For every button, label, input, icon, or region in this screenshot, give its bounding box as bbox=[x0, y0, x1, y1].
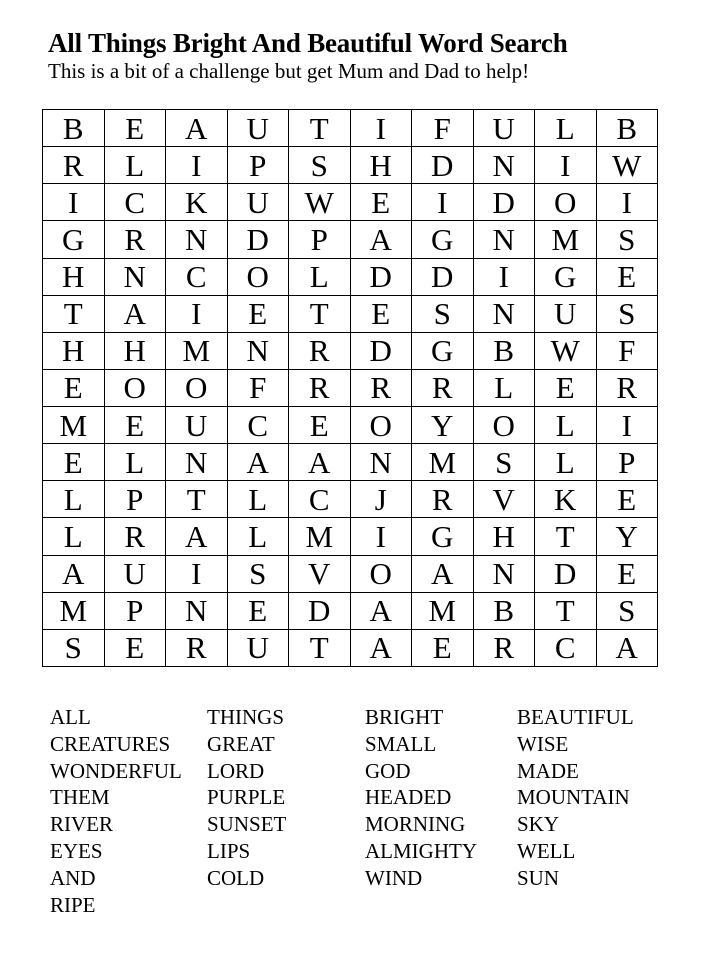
grid-cell: P bbox=[104, 592, 166, 629]
grid-cell: S bbox=[596, 295, 658, 332]
grid-cell: I bbox=[535, 147, 597, 184]
grid-cell: J bbox=[350, 481, 412, 518]
grid-cell: C bbox=[166, 258, 228, 295]
grid-cell: N bbox=[104, 258, 166, 295]
grid-cell: I bbox=[350, 110, 412, 147]
grid-cell: T bbox=[535, 518, 597, 555]
grid-cell: P bbox=[596, 444, 658, 481]
grid-cell: P bbox=[227, 147, 289, 184]
grid-cell: E bbox=[535, 369, 597, 406]
grid-cell: T bbox=[289, 629, 351, 666]
word-list-item: MOUNTAIN bbox=[517, 785, 630, 810]
grid-cell: A bbox=[43, 555, 105, 592]
grid-row bbox=[43, 332, 658, 369]
grid-cell: C bbox=[104, 184, 166, 221]
grid-cell: K bbox=[535, 481, 597, 518]
grid-cell: N bbox=[473, 555, 535, 592]
grid-cell: R bbox=[289, 369, 351, 406]
grid-cell: G bbox=[412, 221, 474, 258]
word-list-item: EYES bbox=[50, 838, 103, 863]
word-list-item: SMALL bbox=[365, 731, 437, 756]
grid-row bbox=[43, 629, 658, 666]
grid-cell: E bbox=[43, 369, 105, 406]
word-list-item: GREAT bbox=[207, 731, 275, 756]
page-subtitle: This is a bit of a challenge but get Mum and Dad to help! bbox=[48, 59, 530, 83]
grid-cell: E bbox=[227, 592, 289, 629]
word-list-item: COLD bbox=[207, 865, 265, 890]
grid-cell: L bbox=[227, 481, 289, 518]
grid-cell: E bbox=[350, 184, 412, 221]
word-list-item: LORD bbox=[207, 758, 265, 783]
grid-cell: A bbox=[350, 592, 412, 629]
word-list-item: BEAUTIFUL bbox=[517, 705, 634, 729]
word-list-item: AND bbox=[50, 865, 96, 890]
word-list-column bbox=[365, 704, 517, 892]
grid-row bbox=[43, 444, 658, 481]
grid-cell: G bbox=[412, 518, 474, 555]
grid-cell: L bbox=[43, 518, 105, 555]
grid-cell: B bbox=[473, 592, 535, 629]
grid-cell: K bbox=[166, 184, 228, 221]
grid-cell: S bbox=[473, 444, 535, 481]
grid-cell: O bbox=[166, 369, 228, 406]
grid-cell: T bbox=[289, 295, 351, 332]
grid-cell: O bbox=[104, 369, 166, 406]
grid-cell: P bbox=[289, 221, 351, 258]
grid-cell: E bbox=[596, 481, 658, 518]
grid-cell: M bbox=[412, 592, 474, 629]
grid-cell: L bbox=[227, 518, 289, 555]
grid-cell: E bbox=[104, 110, 166, 147]
grid-row bbox=[43, 592, 658, 629]
grid-row bbox=[43, 555, 658, 592]
grid-cell: D bbox=[350, 332, 412, 369]
word-list-item: RIPE bbox=[50, 892, 96, 917]
grid-cell: R bbox=[43, 147, 105, 184]
word-list-item: RIVER bbox=[50, 812, 113, 837]
grid-cell: R bbox=[350, 369, 412, 406]
word-list-column bbox=[207, 704, 365, 892]
grid-cell: E bbox=[104, 407, 166, 444]
grid-cell: F bbox=[412, 110, 474, 147]
grid-cell: I bbox=[166, 555, 228, 592]
grid-cell: W bbox=[289, 184, 351, 221]
grid-cell: O bbox=[350, 407, 412, 444]
grid-cell: U bbox=[227, 629, 289, 666]
grid-cell: O bbox=[535, 184, 597, 221]
grid-cell: H bbox=[104, 332, 166, 369]
grid-cell: L bbox=[104, 444, 166, 481]
grid-cell: V bbox=[473, 481, 535, 518]
grid-cell: A bbox=[227, 444, 289, 481]
word-list-item: ALL bbox=[50, 705, 91, 729]
grid-cell: B bbox=[43, 110, 105, 147]
word-list-item: BRIGHT bbox=[365, 705, 444, 729]
word-list-item: PURPLE bbox=[207, 785, 286, 810]
grid-cell: M bbox=[412, 444, 474, 481]
grid-cell: I bbox=[166, 147, 228, 184]
word-list-item: ALMIGHTY bbox=[365, 838, 477, 863]
grid-cell: S bbox=[596, 221, 658, 258]
grid-cell: E bbox=[289, 407, 351, 444]
word-list-item: WISE bbox=[517, 731, 569, 756]
grid-row bbox=[43, 295, 658, 332]
word-list-item: LIPS bbox=[207, 838, 251, 863]
grid-cell: N bbox=[166, 444, 228, 481]
grid-cell: L bbox=[104, 147, 166, 184]
grid-cell: M bbox=[289, 518, 351, 555]
grid-cell: T bbox=[43, 295, 105, 332]
grid-row bbox=[43, 184, 658, 221]
grid-cell: D bbox=[473, 184, 535, 221]
grid-row bbox=[43, 369, 658, 406]
word-list-item: HEADED bbox=[365, 785, 452, 810]
grid-cell: U bbox=[104, 555, 166, 592]
word-list-item: MORNING bbox=[365, 812, 466, 837]
grid-cell: G bbox=[43, 221, 105, 258]
grid-cell: W bbox=[596, 147, 658, 184]
grid-cell: E bbox=[596, 555, 658, 592]
grid-cell: T bbox=[166, 481, 228, 518]
grid-cell: A bbox=[166, 518, 228, 555]
page-title: All Things Bright And Beautiful Word Search bbox=[48, 28, 568, 58]
grid-cell: S bbox=[227, 555, 289, 592]
grid-cell: R bbox=[289, 332, 351, 369]
grid-cell: L bbox=[43, 481, 105, 518]
grid-cell: I bbox=[596, 407, 658, 444]
grid-cell: D bbox=[412, 258, 474, 295]
grid-cell: D bbox=[350, 258, 412, 295]
grid-row bbox=[43, 258, 658, 295]
word-list-item: GOD bbox=[365, 758, 411, 783]
grid-cell: T bbox=[535, 592, 597, 629]
grid-cell: U bbox=[227, 184, 289, 221]
grid-cell: I bbox=[43, 184, 105, 221]
grid-cell: Y bbox=[412, 407, 474, 444]
grid-cell: L bbox=[535, 110, 597, 147]
grid-cell: A bbox=[412, 555, 474, 592]
grid-cell: H bbox=[473, 518, 535, 555]
grid-cell: A bbox=[596, 629, 658, 666]
grid-row bbox=[43, 481, 658, 518]
grid-cell: E bbox=[227, 295, 289, 332]
grid-cell: V bbox=[289, 555, 351, 592]
grid-cell: N bbox=[350, 444, 412, 481]
grid-cell: I bbox=[166, 295, 228, 332]
grid-cell: N bbox=[227, 332, 289, 369]
grid-cell: F bbox=[596, 332, 658, 369]
grid-cell: E bbox=[43, 444, 105, 481]
grid-row bbox=[43, 147, 658, 184]
grid-cell: I bbox=[596, 184, 658, 221]
word-list-item: THINGS bbox=[207, 705, 284, 729]
grid-cell: B bbox=[596, 110, 658, 147]
grid-cell: R bbox=[473, 629, 535, 666]
word-list-item: WELL bbox=[517, 838, 576, 863]
grid-row bbox=[43, 110, 658, 147]
grid-cell: N bbox=[473, 221, 535, 258]
grid-cell: U bbox=[535, 295, 597, 332]
word-list-item: WIND bbox=[365, 865, 423, 890]
grid-cell: I bbox=[350, 518, 412, 555]
word-list-item: THEM bbox=[50, 785, 110, 810]
grid-cell: N bbox=[473, 295, 535, 332]
grid-cell: M bbox=[535, 221, 597, 258]
grid-cell: M bbox=[166, 332, 228, 369]
grid-cell: E bbox=[350, 295, 412, 332]
grid-cell: I bbox=[412, 184, 474, 221]
grid-cell: H bbox=[43, 258, 105, 295]
grid-cell: D bbox=[289, 592, 351, 629]
grid-cell: G bbox=[412, 332, 474, 369]
grid-cell: R bbox=[412, 369, 474, 406]
grid-cell: H bbox=[43, 332, 105, 369]
grid-cell: E bbox=[104, 629, 166, 666]
word-list bbox=[50, 704, 677, 918]
grid-cell: F bbox=[227, 369, 289, 406]
grid-cell: Y bbox=[596, 518, 658, 555]
grid-cell: A bbox=[350, 629, 412, 666]
grid-cell: N bbox=[473, 147, 535, 184]
grid-cell: O bbox=[227, 258, 289, 295]
grid-cell: L bbox=[289, 258, 351, 295]
grid-cell: R bbox=[596, 369, 658, 406]
grid-cell: U bbox=[227, 110, 289, 147]
grid-cell: S bbox=[596, 592, 658, 629]
word-list-item: CREATURES bbox=[50, 731, 171, 756]
grid-cell: B bbox=[473, 332, 535, 369]
grid-cell: C bbox=[535, 629, 597, 666]
grid-cell: L bbox=[535, 407, 597, 444]
grid-cell: C bbox=[227, 407, 289, 444]
grid-cell: A bbox=[166, 110, 228, 147]
grid-cell: O bbox=[350, 555, 412, 592]
grid-row bbox=[43, 407, 658, 444]
grid-cell: R bbox=[412, 481, 474, 518]
grid-cell: S bbox=[289, 147, 351, 184]
grid-cell: W bbox=[535, 332, 597, 369]
grid-cell: R bbox=[166, 629, 228, 666]
grid-cell: T bbox=[289, 110, 351, 147]
grid-cell: C bbox=[289, 481, 351, 518]
word-list-item: WONDERFUL bbox=[50, 758, 182, 783]
grid-cell: A bbox=[289, 444, 351, 481]
grid-cell: R bbox=[104, 518, 166, 555]
grid-cell: E bbox=[596, 258, 658, 295]
grid-cell: L bbox=[473, 369, 535, 406]
grid-cell: A bbox=[104, 295, 166, 332]
grid-cell: I bbox=[473, 258, 535, 295]
grid-row bbox=[43, 221, 658, 258]
grid-cell: G bbox=[535, 258, 597, 295]
grid-cell: R bbox=[104, 221, 166, 258]
word-list-item: SUN bbox=[517, 865, 560, 890]
grid-cell: O bbox=[473, 407, 535, 444]
grid-row bbox=[43, 518, 658, 555]
grid-cell: D bbox=[535, 555, 597, 592]
grid-cell: P bbox=[104, 481, 166, 518]
grid-cell: H bbox=[350, 147, 412, 184]
grid-cell: U bbox=[166, 407, 228, 444]
word-list-item: SUNSET bbox=[207, 812, 287, 837]
grid-cell: M bbox=[43, 407, 105, 444]
grid-cell: N bbox=[166, 221, 228, 258]
grid-cell: S bbox=[412, 295, 474, 332]
word-list-column bbox=[517, 704, 677, 892]
grid-cell: D bbox=[227, 221, 289, 258]
word-list-item: SKY bbox=[517, 812, 560, 837]
grid-cell: D bbox=[412, 147, 474, 184]
grid-cell: U bbox=[473, 110, 535, 147]
grid-cell: E bbox=[412, 629, 474, 666]
grid-cell: M bbox=[43, 592, 105, 629]
grid-cell: A bbox=[350, 221, 412, 258]
word-list-item: MADE bbox=[517, 758, 579, 783]
grid-cell: N bbox=[166, 592, 228, 629]
grid-cell: L bbox=[535, 444, 597, 481]
grid-cell: S bbox=[43, 629, 105, 666]
word-list-column bbox=[50, 704, 207, 918]
word-search-grid bbox=[42, 109, 658, 667]
